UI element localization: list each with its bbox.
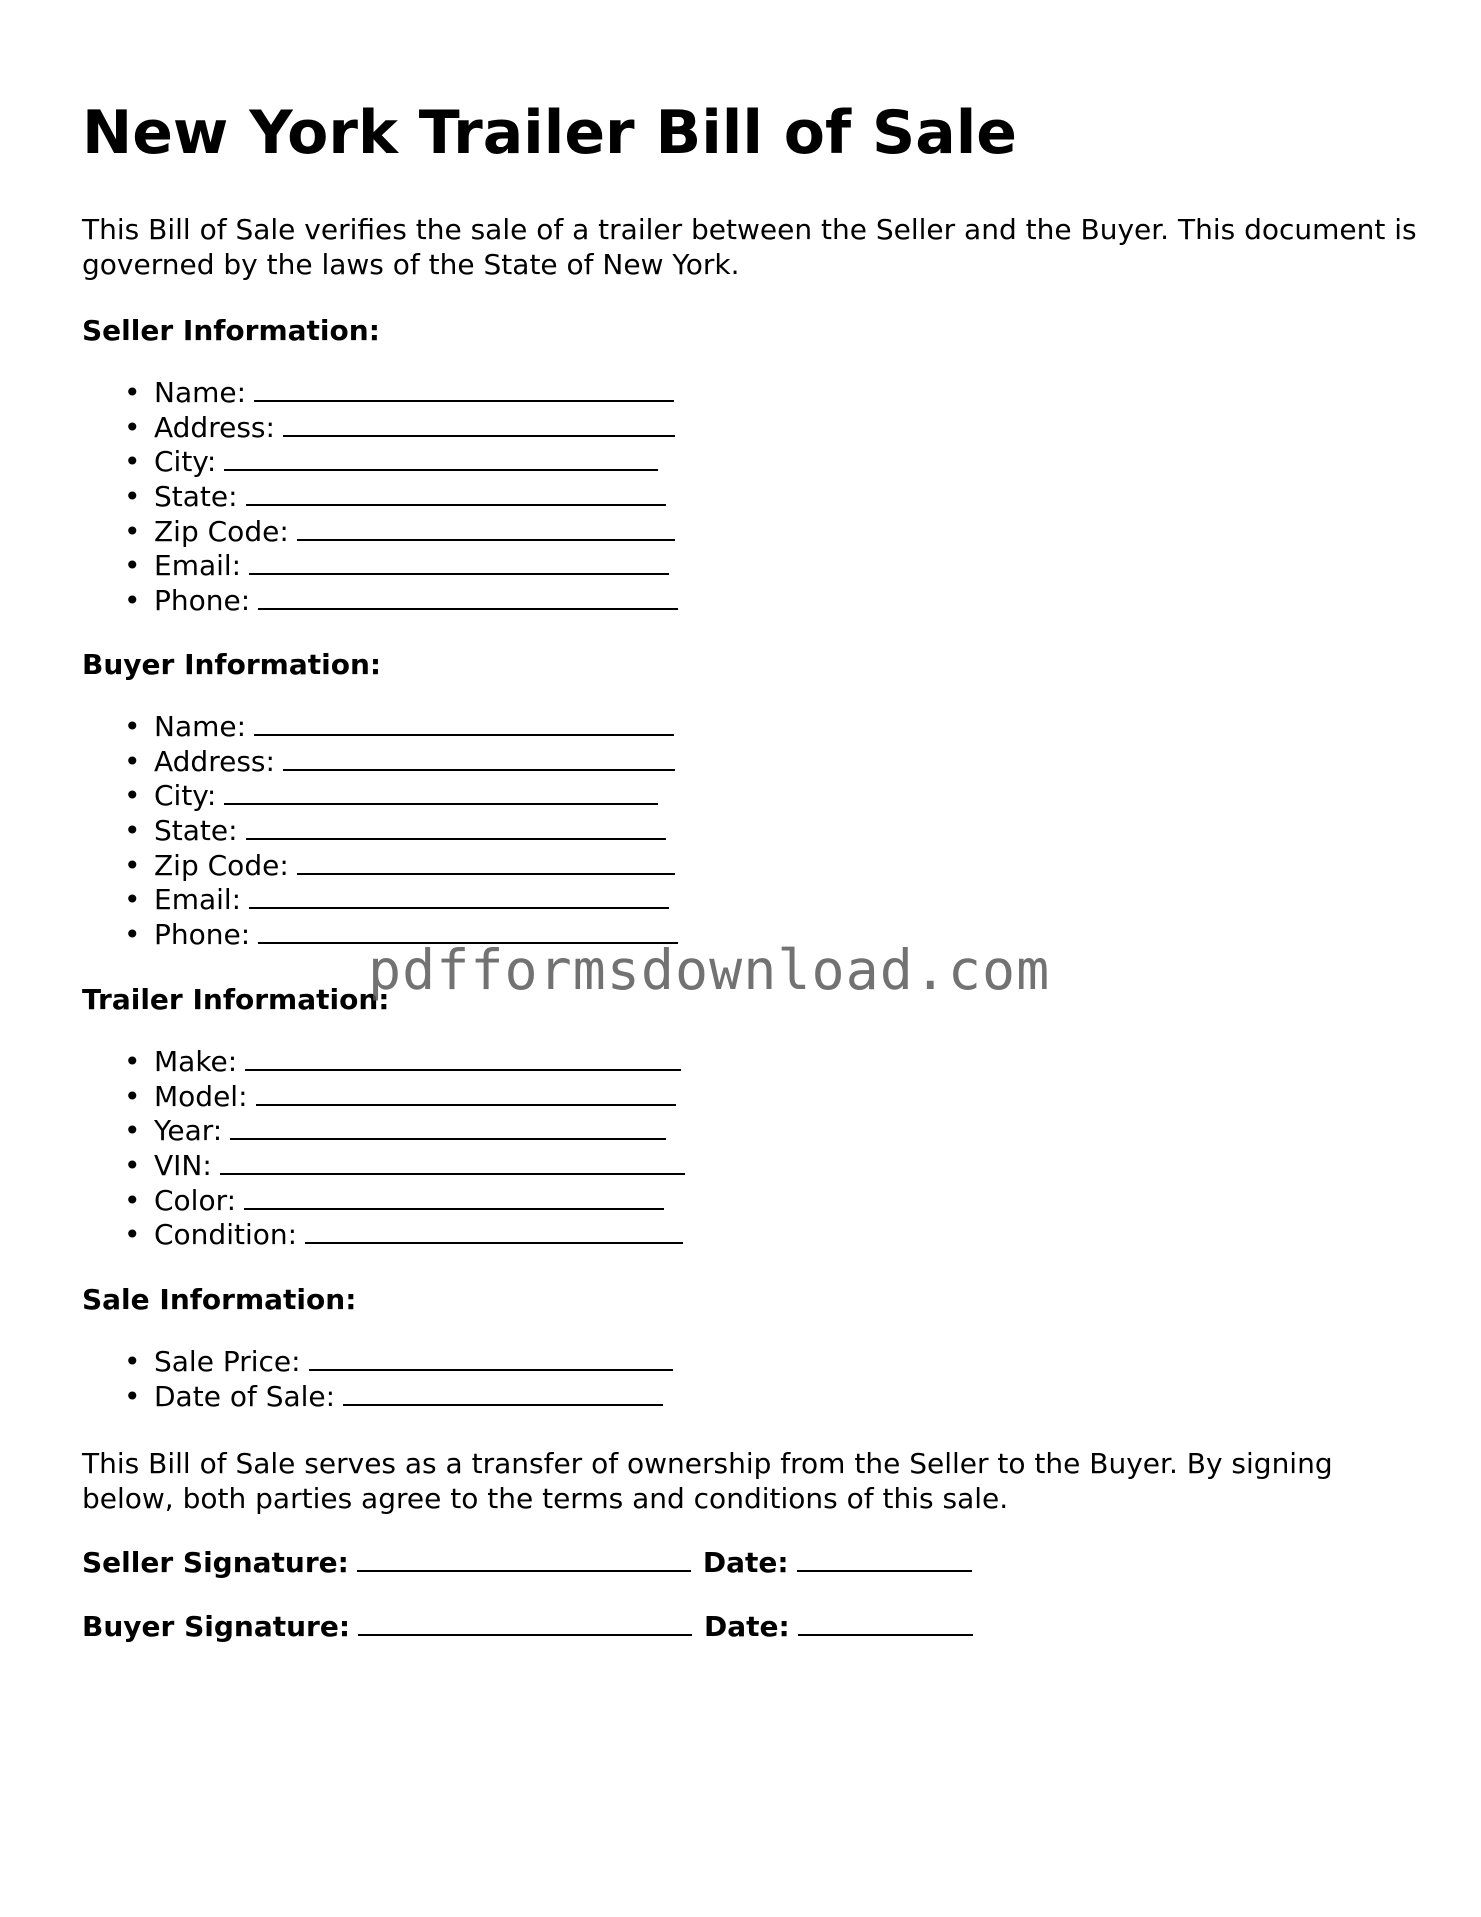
sale-section-heading: Sale Information: xyxy=(82,1283,357,1316)
buyer-fields-list xyxy=(82,710,678,953)
sale-date-field: • Date of Sale: xyxy=(82,1380,673,1415)
seller-name-field: • Name: xyxy=(82,376,678,411)
seller-address-field: • Address: xyxy=(82,411,678,446)
seller-date-blank[interactable] xyxy=(797,1546,972,1572)
trailer-vin-blank[interactable] xyxy=(220,1149,685,1175)
buyer-section-heading: Buyer Information: xyxy=(82,648,382,681)
buyer-name-field: • Name: xyxy=(82,710,678,745)
seller-city-blank[interactable] xyxy=(224,445,658,471)
trailer-make-field: • Make: xyxy=(82,1045,685,1080)
buyer-signature-label: Buyer Signature: xyxy=(82,1610,351,1643)
seller-fields-list xyxy=(82,376,678,619)
seller-section-heading: Seller Information: xyxy=(82,314,380,347)
buyer-date-label: Date: xyxy=(704,1610,790,1643)
seller-email-blank[interactable] xyxy=(249,549,669,575)
trailer-model-field: • Model: xyxy=(82,1080,685,1115)
seller-phone-field: • Phone: xyxy=(82,584,678,619)
seller-zip-blank[interactable] xyxy=(297,515,675,541)
buyer-city-field: • City: xyxy=(82,779,678,814)
trailer-color-blank[interactable] xyxy=(244,1184,664,1210)
trailer-condition-blank[interactable] xyxy=(305,1218,683,1244)
seller-date-label: Date: xyxy=(702,1546,789,1579)
buyer-city-blank[interactable] xyxy=(224,779,658,805)
trailer-year-field: • Year: xyxy=(82,1114,685,1149)
sale-price-blank[interactable] xyxy=(309,1345,673,1371)
seller-state-field: • State: xyxy=(82,480,678,515)
trailer-fields-list xyxy=(82,1045,685,1253)
trailer-make-blank[interactable] xyxy=(245,1045,681,1071)
buyer-signature-row xyxy=(82,1609,985,1644)
trailer-model-blank[interactable] xyxy=(256,1080,676,1106)
sale-price-field: • Sale Price: xyxy=(82,1345,673,1380)
buyer-phone-field: • Phone: xyxy=(82,918,678,953)
buyer-zip-blank[interactable] xyxy=(297,849,675,875)
trailer-section-heading: Trailer Information: xyxy=(82,983,390,1016)
seller-phone-blank[interactable] xyxy=(258,584,678,610)
seller-zip-field: • Zip Code: xyxy=(82,515,678,550)
seller-signature-row xyxy=(82,1545,984,1580)
seller-signature-blank[interactable] xyxy=(357,1546,691,1572)
buyer-state-field: • State: xyxy=(82,814,678,849)
buyer-name-blank[interactable] xyxy=(254,710,674,736)
seller-name-blank[interactable] xyxy=(254,376,674,402)
sale-date-blank[interactable] xyxy=(343,1380,663,1406)
seller-address-blank[interactable] xyxy=(283,411,675,437)
intro-paragraph: This Bill of Sale verifies the sale of a trailer between the Seller and the Buyer. This document is governed by the laws of the State of New York. xyxy=(82,213,1417,281)
trailer-year-blank[interactable] xyxy=(230,1114,666,1140)
trailer-color-field: • Color: xyxy=(82,1184,685,1219)
seller-state-blank[interactable] xyxy=(246,480,666,506)
closing-paragraph: This Bill of Sale serves as a transfer of ownership from the Seller to the Buyer. By signing below, both parties agree to the terms and conditions of this sale. xyxy=(82,1447,1333,1515)
buyer-signature-blank[interactable] xyxy=(358,1610,692,1636)
buyer-date-blank[interactable] xyxy=(798,1610,973,1636)
watermark: pdfformsdownload.com xyxy=(368,938,1051,1002)
seller-signature-label: Seller Signature: xyxy=(82,1546,349,1579)
trailer-condition-field: • Condition: xyxy=(82,1218,685,1253)
buyer-zip-field: • Zip Code: xyxy=(82,849,678,884)
buyer-address-field: • Address: xyxy=(82,745,678,780)
buyer-address-blank[interactable] xyxy=(283,745,675,771)
trailer-vin-field: • VIN: xyxy=(82,1149,685,1184)
seller-city-field: • City: xyxy=(82,445,678,480)
sale-fields-list xyxy=(82,1345,673,1414)
buyer-email-blank[interactable] xyxy=(249,883,669,909)
seller-email-field: • Email: xyxy=(82,549,678,584)
buyer-email-field: • Email: xyxy=(82,883,678,918)
buyer-state-blank[interactable] xyxy=(246,814,666,840)
page-title: New York Trailer Bill of Sale xyxy=(82,98,1017,168)
